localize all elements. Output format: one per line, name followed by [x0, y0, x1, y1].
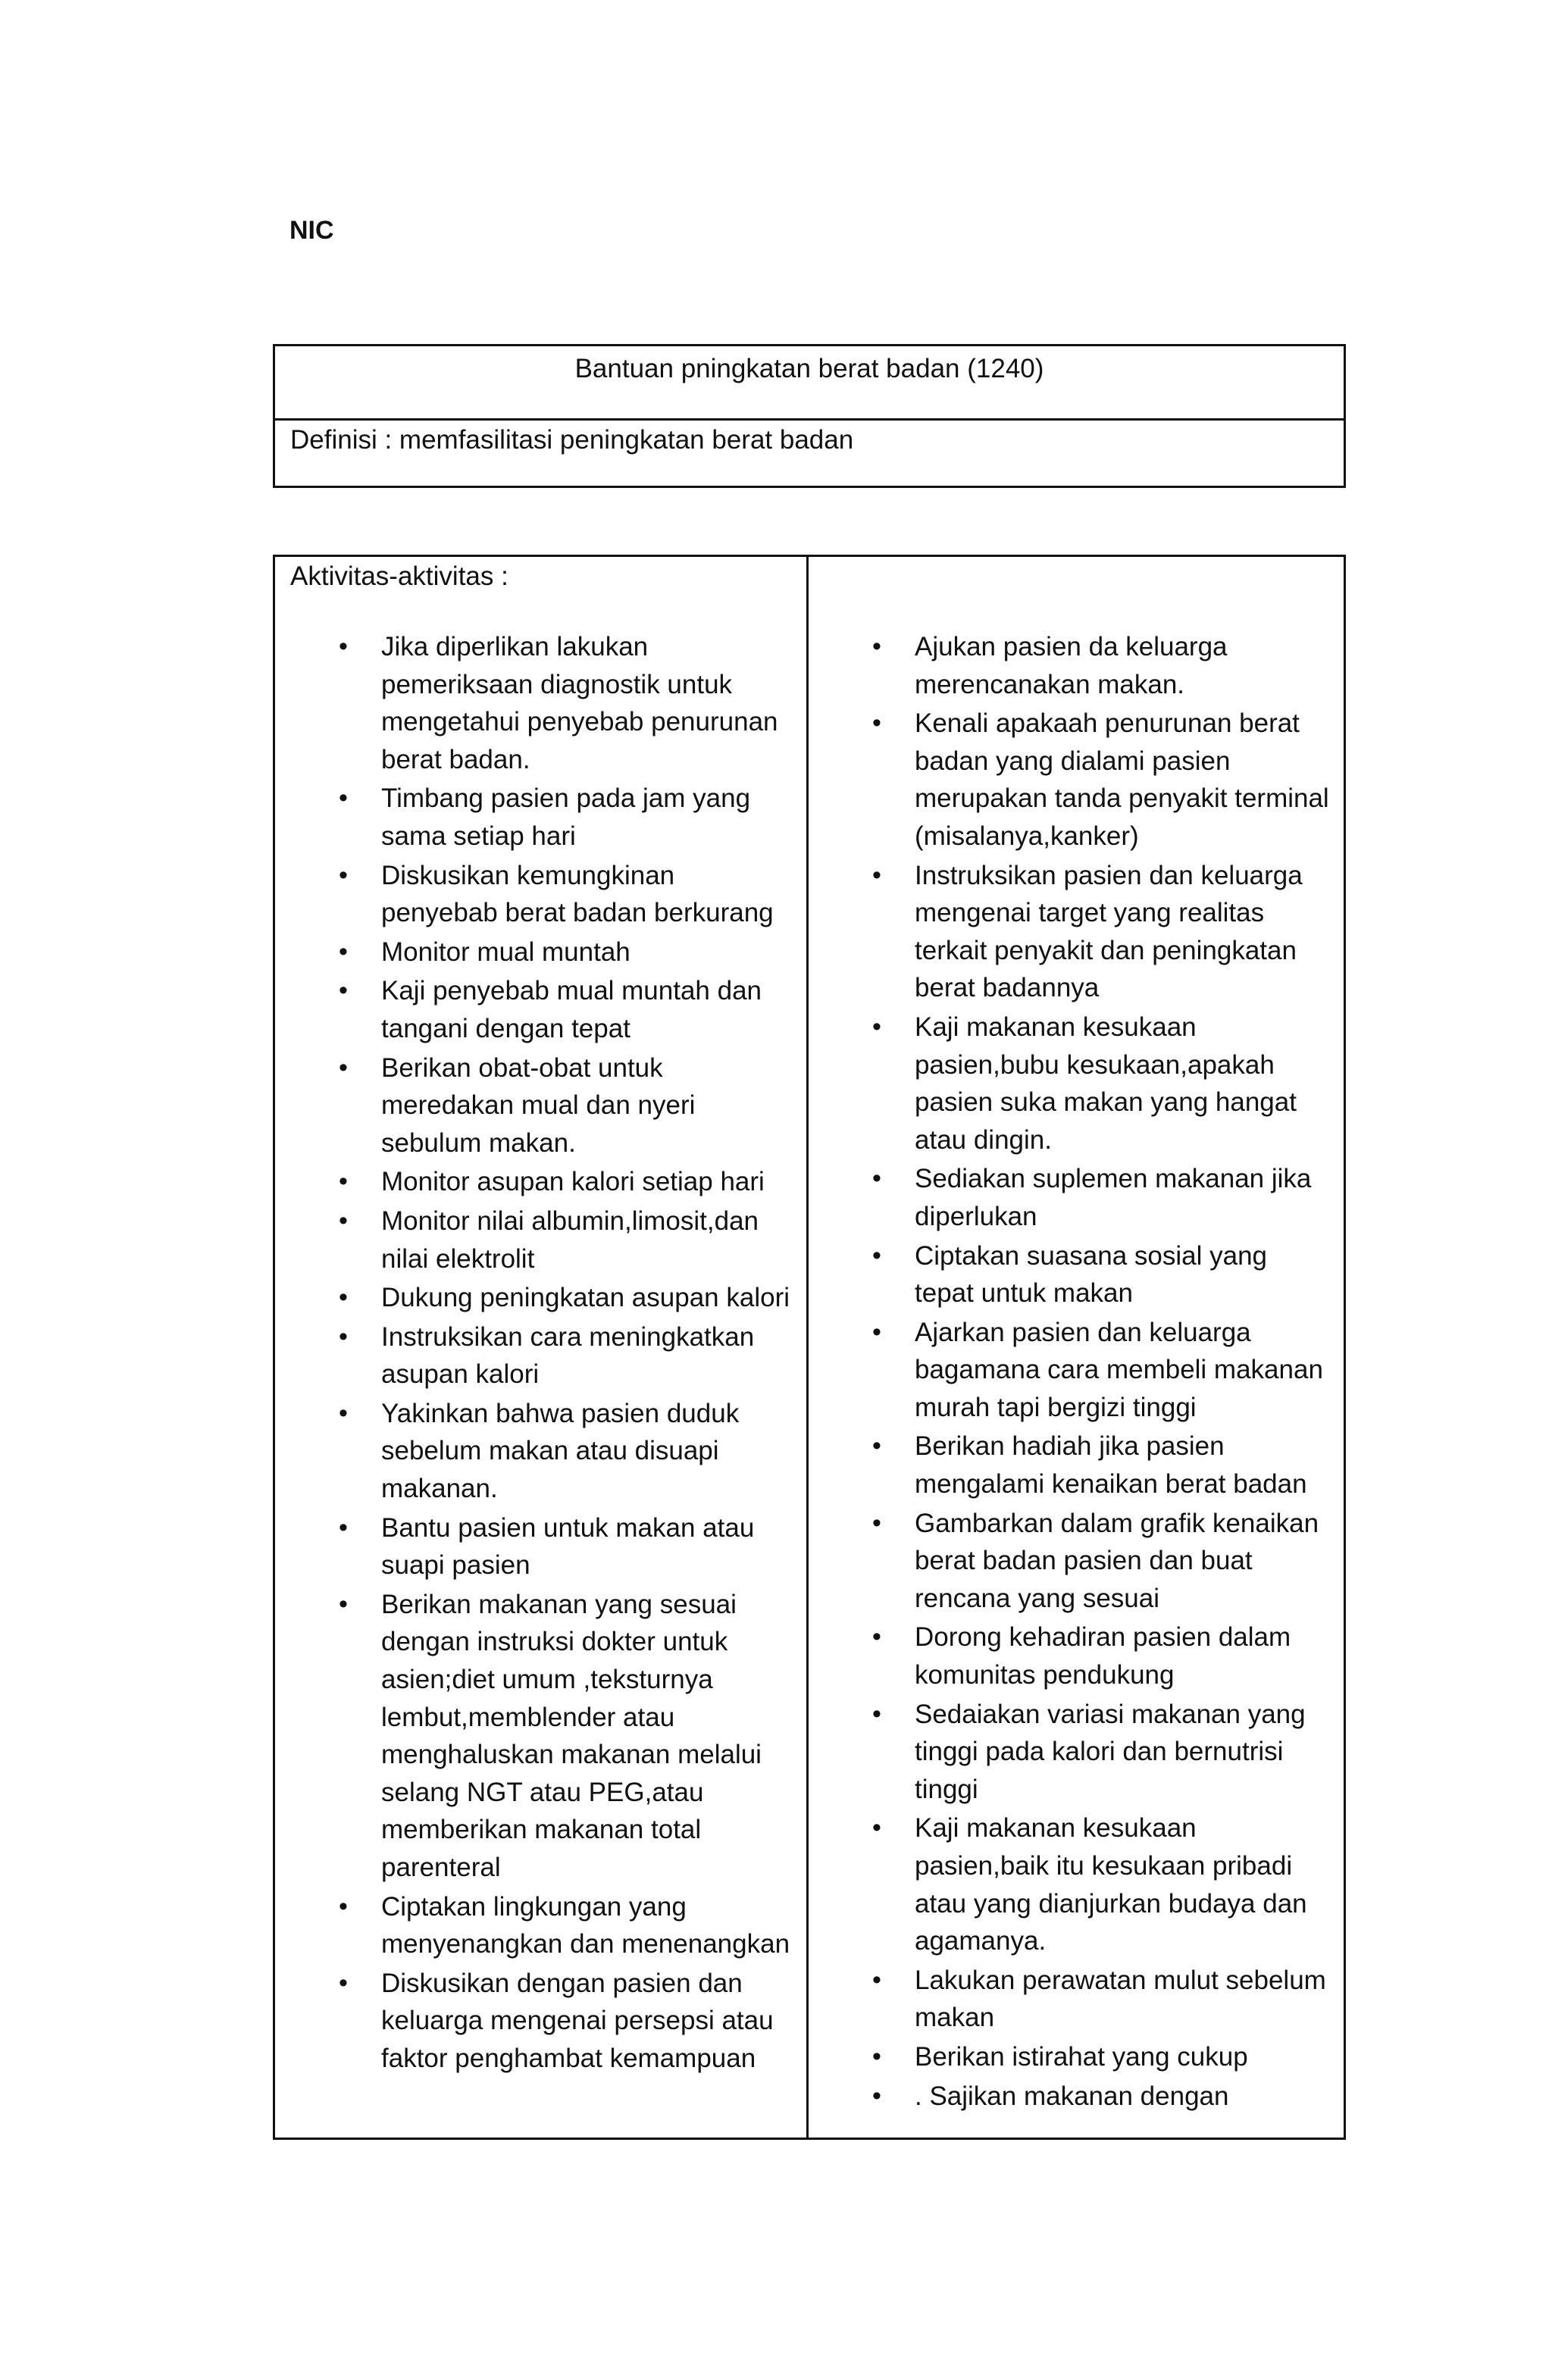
activity-text: . Sajikan makanan dengan — [915, 2081, 1229, 2111]
bullet-icon: • — [872, 1699, 881, 1728]
bullet-icon: • — [339, 1052, 348, 1082]
activity-text: Dukung peningkatan asupan kalori — [381, 1283, 790, 1313]
bullet-icon: • — [872, 708, 881, 738]
activity-item — [824, 1160, 1331, 1235]
activities-right-column — [809, 557, 1344, 2138]
activity-text: Timbang pasien pada jam yang sama setiap hari — [381, 783, 751, 851]
activity-item — [824, 2038, 1331, 2076]
bullet-icon: • — [872, 1508, 881, 1537]
activity-item — [824, 857, 1331, 1007]
activity-text: Instruksikan cara meningkatkan asupan kalori — [381, 1321, 755, 1390]
activities-left-list — [290, 628, 794, 2078]
bullet-icon: • — [872, 632, 881, 661]
activities-label: Aktivitas-aktivitas : — [290, 561, 508, 591]
bullet-icon: • — [872, 1813, 881, 1843]
bullet-icon: • — [339, 1589, 348, 1618]
bullet-icon: • — [339, 1968, 348, 1997]
activity-item — [290, 628, 794, 778]
activity-text: Ciptakan suasana sosial yang tepat untuk makan — [915, 1240, 1268, 1309]
bullet-icon: • — [872, 1317, 881, 1346]
activity-item — [290, 972, 794, 1047]
activity-text: Berikan makanan yang sesuai dengan instruksi dokter untuk asien;diet umum ,teksturnya lembut,memblender atau menghaluskan makanan melalui selang NGT atau PEG,atau memberikan makanan total parenteral — [381, 1589, 762, 1882]
activity-item — [824, 1962, 1331, 2037]
bullet-icon: • — [872, 1622, 881, 1652]
activity-text: Sedaiakan variasi makanan yang tinggi pada kalori dan bernutrisi tinggi — [915, 1699, 1306, 1804]
section-heading: NIC — [289, 216, 334, 245]
activity-item — [824, 1009, 1331, 1159]
bullet-icon: • — [339, 783, 348, 813]
bullet-icon: • — [872, 1965, 881, 1994]
bullet-icon: • — [339, 1321, 348, 1351]
bullet-icon: • — [872, 1240, 881, 1270]
intervention-box — [273, 344, 1346, 488]
activity-item — [824, 1696, 1331, 1809]
activity-item — [290, 1049, 794, 1162]
activity-text: Gambarkan dalam grafik kenaikan berat badan pasien dan buat rencana yang sesuai — [915, 1508, 1319, 1613]
activity-item — [290, 1279, 794, 1317]
bullet-icon: • — [339, 1167, 348, 1196]
activity-text: Monitor asupan kalori setiap hari — [381, 1167, 765, 1197]
activity-text: Ajukan pasien da keluarga merencanakan makan. — [915, 632, 1228, 699]
activity-item — [824, 1314, 1331, 1427]
activity-text: Monitor mual muntah — [381, 937, 630, 967]
activity-item — [824, 1618, 1331, 1694]
activity-item — [824, 628, 1331, 703]
activity-text: Ajarkan pasien dan keluarga bagamana cara membeli makanan murah tapi bergizi tinggi — [915, 1317, 1323, 1422]
activity-text: Kaji makanan kesukaan pasien,baik itu kesukaan pribadi atau yang dianjurkan budaya dan agamanya. — [915, 1813, 1307, 1956]
activity-text: Yakinkan bahwa pasien duduk sebelum makan atau disuapi makanan. — [381, 1398, 740, 1504]
bullet-icon: • — [872, 1164, 881, 1193]
activity-text: Sediakan suplemen makanan jika diperlukan — [915, 1164, 1312, 1231]
bullet-icon: • — [872, 1012, 881, 1041]
activity-item — [290, 1509, 794, 1584]
activity-item — [290, 780, 794, 855]
activity-item — [824, 1237, 1331, 1312]
activity-item — [824, 2078, 1331, 2116]
activity-item — [290, 1586, 794, 1887]
activity-text: Diskusikan dengan pasien dan keluarga mengenai persepsi atau faktor penghambat kemampuan — [381, 1968, 774, 2073]
bullet-icon: • — [339, 1283, 348, 1312]
activity-item — [824, 1428, 1331, 1503]
activity-text: Kaji makanan kesukaan pasien,bubu kesukaan,apakah pasien suka makan yang hangat atau dingin. — [915, 1012, 1297, 1155]
activity-text: Jika diperlikan lakukan pemeriksaan diagnostik untuk mengetahui penyebab penurunan berat badan. — [381, 632, 778, 774]
activity-item — [824, 1505, 1331, 1618]
activity-text: Lakukan perawatan mulut sebelum makan — [915, 1965, 1326, 2033]
activity-text: Berikan istirahat yang cukup — [915, 2041, 1248, 2072]
bullet-icon: • — [339, 1206, 348, 1235]
activity-item — [290, 1318, 794, 1393]
bullet-icon: • — [872, 860, 881, 890]
activity-text: Dorong kehadiran pasien dalam komunitas pendukung — [915, 1622, 1291, 1690]
bullet-icon: • — [339, 937, 348, 966]
activity-item — [824, 1809, 1331, 1959]
bullet-icon: • — [339, 632, 348, 661]
activity-text: Ciptakan lingkungan yang menyenangkan dan menenangkan — [381, 1891, 790, 1959]
bullet-icon: • — [339, 1398, 348, 1428]
bullet-icon: • — [339, 976, 348, 1005]
activity-item — [290, 1395, 794, 1508]
activity-text: Instruksikan pasien dan keluarga mengenai target yang realitas terkait penyakit dan peningkatan berat badannya — [915, 860, 1303, 1003]
activity-text: Berikan hadiah jika pasien mengalami kenaikan berat badan — [915, 1431, 1307, 1500]
activities-left-column — [275, 557, 809, 2138]
bullet-icon: • — [872, 2041, 881, 2071]
activity-item — [290, 1163, 794, 1201]
activity-item — [290, 857, 794, 932]
activity-text: Kenali apakaah penurunan berat badan yang dialami pasien merupakan tanda penyakit terminal (misalanya,kanker) — [915, 708, 1329, 851]
activity-item — [290, 1965, 794, 2078]
activity-text: Bantu pasien untuk makan atau suapi pasien — [381, 1512, 755, 1581]
activity-text: Berikan obat-obat untuk meredakan mual dan nyeri sebulum makan. — [381, 1052, 696, 1158]
bullet-icon: • — [872, 1431, 881, 1461]
activities-table — [273, 555, 1346, 2140]
intervention-title: Bantuan pningkatan berat badan (1240) — [275, 346, 1344, 421]
bullet-icon: • — [339, 1891, 348, 1921]
activity-item — [290, 934, 794, 971]
bullet-icon: • — [339, 1512, 348, 1542]
bullet-icon: • — [339, 860, 348, 890]
activity-text: Diskusikan kemungkinan penyebab berat badan berkurang — [381, 860, 774, 928]
intervention-definition: Definisi : memfasilitasi peningkatan berat badan — [290, 425, 854, 455]
activities-right-list — [824, 628, 1331, 2115]
bullet-icon: • — [872, 2081, 881, 2110]
activity-item — [290, 1203, 794, 1278]
activity-text: Kaji penyebab mual muntah dan tangani dengan tepat — [381, 976, 762, 1043]
activity-item — [824, 705, 1331, 855]
activity-text: Monitor nilai albumin,limosit,dan nilai elektrolit — [381, 1206, 759, 1274]
activity-item — [290, 1888, 794, 1963]
